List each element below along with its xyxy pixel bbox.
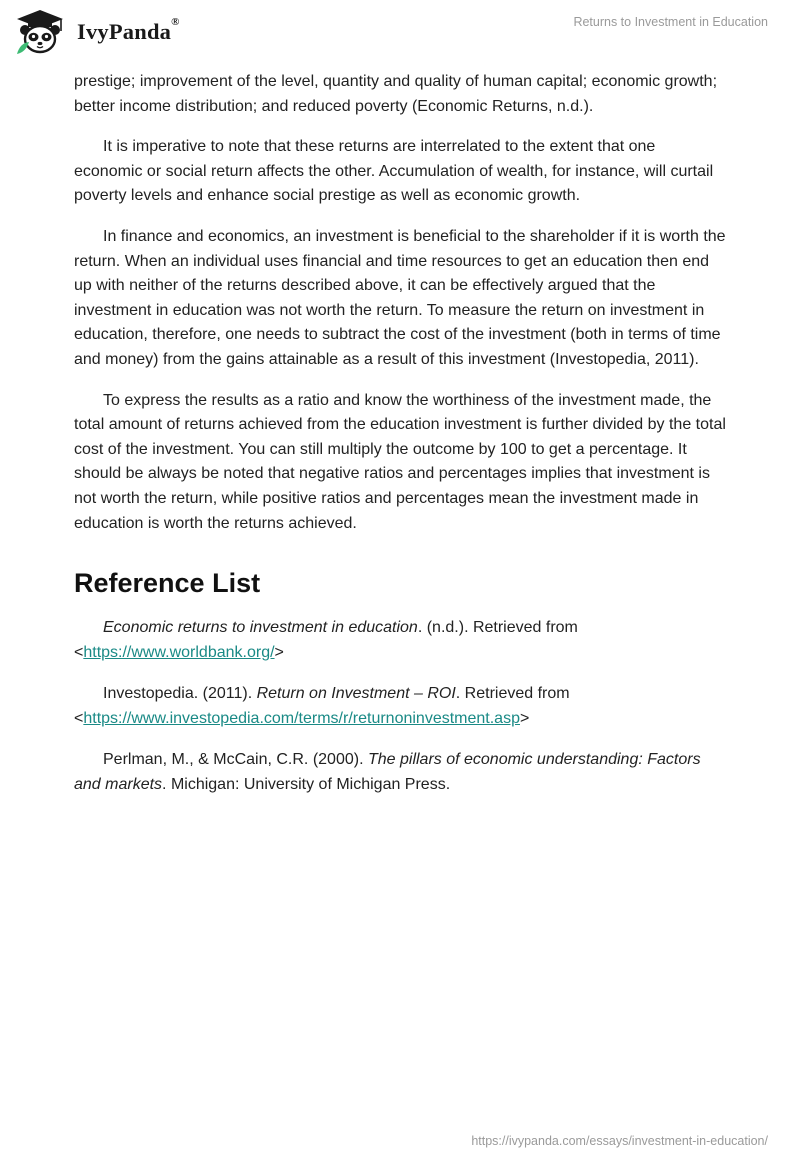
- reference-title: Economic returns to investment in education: [103, 619, 418, 637]
- reference-item: [74, 682, 726, 731]
- reference-text: Investopedia. (2011).: [103, 685, 257, 703]
- reference-link-worldbank[interactable]: https://www.worldbank.org/: [83, 643, 275, 661]
- brand-name: [77, 16, 180, 45]
- reference-text: . Michigan: University of Michigan Press.: [162, 776, 451, 794]
- reference-item: [74, 616, 726, 665]
- reference-text: Perlman, M., & McCain, C.R. (2000).: [103, 751, 368, 769]
- reference-link-investopedia[interactable]: https://www.investopedia.com/terms/r/returnoninvestment.asp: [83, 709, 520, 727]
- ivypanda-logo[interactable]: [14, 8, 214, 58]
- panda-graduate-icon: [14, 8, 66, 58]
- reference-title: The pillars of economic understanding: Factors and markets: [74, 751, 701, 794]
- page-header: [0, 0, 800, 70]
- footer-url: https://ivypanda.com/essays/investment-in-education/: [471, 1134, 768, 1148]
- registered-mark: ®: [171, 16, 180, 28]
- reference-list-heading: Reference List: [74, 568, 261, 599]
- paragraph: It is imperative to note that these returns are interrelated to the extent that one economic or social return affects the other. Accumulation of wealth, for instance, will curtail poverty levels and enhance social prestige as well as economic growth.: [74, 138, 714, 205]
- essay-body: [74, 70, 726, 815]
- reference-text: >: [274, 643, 284, 661]
- paragraph: In finance and economics, an investment is beneficial to the shareholder if it is worth the return. When an individual uses financial and time resources to get an education then end up with neither of the returns described above, it can be effectively argued that the investment in education was not worth the return. To measure the return on investment in education, therefore, one needs to subtract the cost of the investment (both in terms of time and money) from the gains attainable as a result of this investment (Investopedia, 2011).: [74, 227, 726, 368]
- reference-text: . (n.d.). Retrieved from <: [74, 619, 578, 661]
- reference-text: >: [519, 709, 530, 727]
- running-title: Returns to Investment in Education: [573, 15, 768, 29]
- reference-text: . Retrieved from <: [74, 685, 570, 727]
- paragraph: To express the results as a ratio and know the worthiness of the investment made, the total amount of returns achieved from the education investment is further divided by the total cost of the investment. You can still multiply the outcome by 100 to get a percentage. It should be always be noted that negative ratios and percentages implies that investment is not worth the return, while positive ratios and percentages mean the investment made in education is worth the returns achieved.: [74, 391, 726, 532]
- reference-title: Return on Investment – ROI: [256, 685, 456, 703]
- brand-text: IvyPanda: [77, 19, 172, 44]
- reference-item: [74, 748, 726, 797]
- paragraph-continued: prestige; improvement of the level, quantity and quality of human capital; economic growth; better income distribution; and reduced poverty (Economic Returns, n.d.).: [74, 73, 718, 115]
